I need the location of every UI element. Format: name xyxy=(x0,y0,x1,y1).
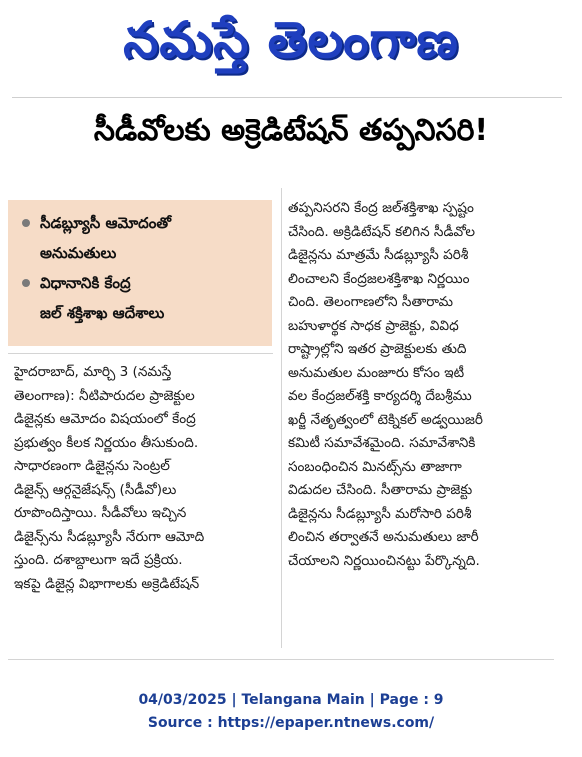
masthead-divider xyxy=(12,97,562,98)
highlight-text: విధానానికి కేంద్ర xyxy=(40,274,131,292)
article-body-left xyxy=(14,361,276,596)
highlights-box xyxy=(8,200,272,346)
edition-meta: 04/03/2025 | Telangana Main | Page : 9 xyxy=(138,692,444,708)
bullet-icon xyxy=(22,279,30,287)
body-line: ఇకపై డిజైన్ల విభాగాలకు అక్రెడిటేషన్ xyxy=(14,575,200,592)
body-line: చేసింది. అక్రిడిటేషన్ కలిగిన సీడీవోల xyxy=(288,223,476,240)
body-line: కమిటీ సమావేశమైంది. సమావేశానికి xyxy=(288,435,476,451)
footer-divider xyxy=(8,659,554,660)
bullet-icon xyxy=(22,219,30,227)
highlight-text: అనుమతులు xyxy=(40,244,117,262)
body-line: చేయాలని నిర్ణయించినట్టు పేర్కొన్నది. xyxy=(288,552,480,569)
highlight-text: జల్ శక్తిశాఖ ఆదేశాలు xyxy=(40,304,165,322)
body-line: స్తుంది. దశాబ్దాలుగా ఇదే ప్రక్రియ. xyxy=(14,552,183,568)
column-rule xyxy=(281,188,282,648)
body-line: డిజైన్స్ ఆర్గనైజేషన్స్ (సీడీవో)లు xyxy=(14,481,177,498)
body-line: బహుళార్థక సాధక ప్రాజెక్టు, వివిధ xyxy=(288,317,459,334)
body-line: హైదరాబాద్, మార్చి 3 (నమస్తే xyxy=(14,364,172,380)
body-line: లించాలని కేంద్రజలశక్తిశాఖ నిర్ణయిం xyxy=(288,270,470,287)
body-line: రాష్ట్రాల్లోని ఇతర ప్రాజెక్టులకు తుది xyxy=(288,341,467,357)
source-link[interactable]: Source : https://epaper.ntnews.com/ xyxy=(147,715,435,731)
body-line: చింది. తెలంగాణలోని సీతారామ xyxy=(288,294,454,310)
body-line: తప్పనిసరని కేంద్ర జల్‌శక్తిశాఖ స్పష్టం xyxy=(288,200,474,216)
highlight-text: సీడబ్ల్యూసీ ఆమోదంతో xyxy=(40,214,172,232)
body-line: తెలంగాణ): నీటిపారుదల ప్రాజెక్టుల xyxy=(14,387,195,404)
clipping-footer xyxy=(0,689,582,735)
body-line: లించిన తర్వాతనే అనుమతులు జారీ xyxy=(288,529,479,545)
body-line: ఖర్జీ నేతృత్వంలో టెక్నికల్ అడ్వయిజరీ xyxy=(288,411,483,428)
body-line: రూపొందిస్తాయి. సీడీవోలు ఇచ్చిన xyxy=(14,505,187,521)
body-line: వల కేంద్రజల్‌శక్తి కార్యదర్శి దేబశ్రీము xyxy=(288,388,472,404)
article-body-right xyxy=(288,197,552,573)
highlight-item xyxy=(20,208,262,238)
highlight-item xyxy=(20,268,262,298)
body-line: డిజైన్లను సీడబ్ల్యూసీ మరోసారి పరిశీ xyxy=(288,505,472,522)
newspaper-masthead xyxy=(0,6,582,86)
body-line: సాధారణంగా డిజైన్లను సెంట్రల్ xyxy=(14,458,170,474)
masthead-title: నమస్తే తెలంగాణ xyxy=(123,10,459,69)
body-line: ప్రభుత్వం కీలక నిర్ణయం తీసుకుంది. xyxy=(14,434,199,451)
body-line: సంబంధించిన మినట్స్‌ను తాజాగా xyxy=(288,458,462,475)
left-column-divider xyxy=(8,353,273,354)
body-line: డిజైన్స్‌ను సీడబ్ల్యూసీ నేరుగా ఆమోది xyxy=(14,528,205,545)
body-line: డిజైన్లను మాత్రమే సీడబ్ల్యూసీ పరిశీ xyxy=(288,247,469,263)
highlights-list xyxy=(8,200,272,328)
body-line: విడుదల చేసింది. సీతారామ ప్రాజెక్టు xyxy=(288,482,473,498)
highlight-item xyxy=(20,298,262,328)
body-line: డిజైన్లకు ఆమోదం విషయంలో కేంద్ర xyxy=(14,411,196,427)
article-headline: సీడీవోలకు అక్రెడిటేషన్ తప్పనిసరి! xyxy=(93,113,489,148)
body-line: అనుమతుల మంజూరు కోసం ఇటీ xyxy=(288,364,465,381)
highlight-item xyxy=(20,238,262,268)
